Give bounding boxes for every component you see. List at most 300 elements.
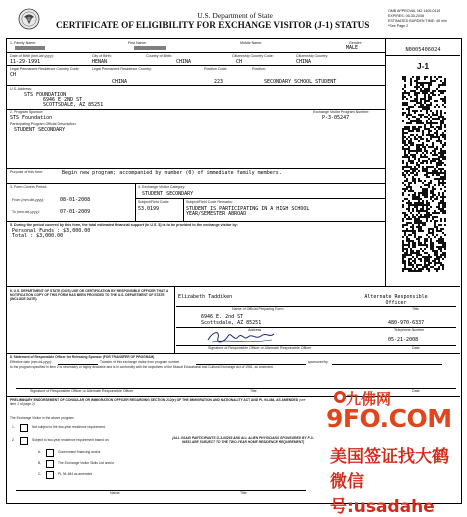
barcode-module bbox=[426, 122, 428, 124]
category-label: 4. Exchange Visitor Category: bbox=[138, 185, 186, 189]
barcode-module bbox=[432, 150, 434, 152]
barcode-module bbox=[422, 190, 424, 192]
family-name-label: 1. Family Name: bbox=[10, 41, 37, 45]
barcode-module bbox=[410, 240, 412, 242]
barcode-module bbox=[442, 254, 444, 256]
barcode-module bbox=[416, 122, 418, 124]
omb-line: OMB APPROVAL NO.1405-0119 bbox=[388, 9, 441, 13]
barcode-module bbox=[418, 106, 420, 108]
barcode-module bbox=[410, 166, 412, 168]
barcode-module bbox=[444, 138, 446, 140]
barcode-module bbox=[414, 258, 416, 260]
to-value: 07-01-2009 bbox=[60, 209, 91, 215]
barcode-module bbox=[444, 174, 446, 176]
barcode-module bbox=[410, 142, 412, 144]
barcode-module bbox=[426, 162, 428, 164]
barcode-module bbox=[436, 226, 438, 228]
barcode-module bbox=[416, 128, 418, 130]
barcode-module bbox=[432, 260, 434, 262]
barcode-module bbox=[408, 258, 410, 260]
barcode-module bbox=[438, 152, 440, 154]
barcode-module bbox=[406, 132, 408, 134]
barcode-module bbox=[440, 112, 442, 114]
barcode-module bbox=[418, 204, 420, 206]
barcode-module bbox=[440, 162, 442, 164]
barcode-module bbox=[444, 186, 446, 188]
option-c-checkbox[interactable] bbox=[46, 471, 54, 479]
barcode-module bbox=[428, 184, 430, 186]
barcode-module bbox=[416, 100, 418, 102]
barcode-module bbox=[414, 170, 416, 172]
barcode-module bbox=[414, 100, 416, 102]
barcode-module bbox=[420, 268, 422, 270]
barcode-module bbox=[424, 124, 426, 126]
barcode-module bbox=[426, 110, 428, 112]
barcode-module bbox=[438, 84, 440, 86]
barcode-module bbox=[424, 256, 426, 258]
barcode-module bbox=[436, 100, 438, 102]
barcode-module bbox=[416, 78, 418, 80]
barcode-module bbox=[428, 82, 430, 84]
barcode-module bbox=[412, 208, 414, 210]
barcode-module bbox=[440, 248, 442, 250]
barcode-module bbox=[412, 76, 414, 78]
barcode-module bbox=[432, 244, 434, 246]
barcode-module bbox=[420, 258, 422, 260]
endorsement-title-caption: Title bbox=[240, 491, 247, 495]
barcode-module bbox=[444, 212, 446, 214]
barcode-module bbox=[440, 250, 442, 252]
barcode-module bbox=[444, 82, 446, 84]
omb-line: EXPIRES: 06-30-2008 bbox=[388, 14, 424, 18]
barcode-module bbox=[442, 238, 444, 240]
barcode-module bbox=[432, 218, 434, 220]
barcode-module bbox=[414, 222, 416, 224]
barcode-module bbox=[420, 198, 422, 200]
usaid-note: (ALL USAID PARTICIPANTS G-3-00263 AND ALL ALIEN PHYSICIANS SPONSORED BY P-3-04531 ARE SUBJECT TO THE TWO-YEAR HOME RESIDENCE REQUIREMENT) bbox=[172, 436, 314, 444]
barcode-module bbox=[412, 100, 414, 102]
state-seal bbox=[18, 8, 40, 30]
barcode-module bbox=[442, 232, 444, 234]
barcode-module bbox=[424, 102, 426, 104]
option-b-text: The Exchange Visitor Skills List and/or bbox=[58, 461, 115, 465]
barcode-module bbox=[430, 78, 432, 80]
barcode-module bbox=[434, 236, 436, 238]
barcode-module bbox=[422, 130, 424, 132]
rule bbox=[6, 221, 385, 222]
family-name-redaction bbox=[15, 46, 45, 50]
transfer-date-caption: Date bbox=[412, 389, 420, 393]
barcode-module bbox=[434, 94, 436, 96]
option-a-checkbox[interactable] bbox=[46, 449, 54, 457]
watermark-line-2: 微信号:usadahe bbox=[330, 472, 435, 517]
barcode-module bbox=[444, 176, 446, 178]
barcode-module bbox=[404, 166, 406, 168]
barcode-module bbox=[436, 212, 438, 214]
barcode-module bbox=[444, 126, 446, 128]
barcode-module bbox=[430, 196, 432, 198]
barcode-module bbox=[424, 196, 426, 198]
barcode-module bbox=[422, 168, 424, 170]
barcode-module bbox=[412, 142, 414, 144]
barcode-module bbox=[440, 156, 442, 158]
barcode-module bbox=[428, 216, 430, 218]
barcode-module bbox=[444, 102, 446, 104]
barcode-module bbox=[422, 114, 424, 116]
barcode-module bbox=[402, 230, 404, 232]
barcode-module bbox=[410, 186, 412, 188]
barcode-module bbox=[408, 160, 410, 162]
barcode-module bbox=[412, 130, 414, 132]
barcode-module bbox=[402, 78, 404, 80]
barcode-module bbox=[422, 138, 424, 140]
transfer-statement-label: 8. Statement of Responsible Officer for Releasing Sponsor (FOR TRANSFER OF PROGRAM) bbox=[10, 355, 155, 359]
barcode-module bbox=[428, 186, 430, 188]
barcode-module bbox=[426, 246, 428, 248]
barcode-module bbox=[414, 242, 416, 244]
barcode-module bbox=[432, 158, 434, 160]
barcode-module bbox=[414, 126, 416, 128]
barcode-module bbox=[410, 250, 412, 252]
barcode-module bbox=[424, 116, 426, 118]
barcode-module bbox=[426, 112, 428, 114]
barcode-module bbox=[410, 190, 412, 192]
barcode-module bbox=[428, 84, 430, 86]
barcode-module bbox=[402, 98, 404, 100]
barcode-module bbox=[416, 206, 418, 208]
barcode-module bbox=[420, 254, 422, 256]
watermark-site-cn: 九佛网 bbox=[346, 390, 392, 408]
barcode-module bbox=[414, 168, 416, 170]
barcode-module bbox=[402, 254, 404, 256]
barcode-module bbox=[410, 138, 412, 140]
barcode-module bbox=[412, 176, 414, 178]
barcode-module bbox=[440, 176, 442, 178]
barcode-module bbox=[418, 86, 420, 88]
barcode-module bbox=[410, 252, 412, 254]
barcode-module bbox=[430, 198, 432, 200]
barcode-module bbox=[424, 260, 426, 262]
barcode-module bbox=[440, 170, 442, 172]
barcode-module bbox=[428, 122, 430, 124]
barcode-module bbox=[408, 206, 410, 208]
barcode-module bbox=[438, 162, 440, 164]
barcode-module bbox=[440, 182, 442, 184]
barcode-module bbox=[444, 190, 446, 192]
barcode-module bbox=[424, 252, 426, 254]
option-2-text: Subject to two-year residence requirement based on: bbox=[32, 438, 110, 442]
barcode-module bbox=[444, 130, 446, 132]
barcode-module bbox=[416, 146, 418, 148]
barcode-module bbox=[442, 132, 444, 134]
officer-title: Alternate Responsible Officer bbox=[364, 294, 428, 306]
barcode-module bbox=[418, 120, 420, 122]
barcode-module bbox=[434, 264, 436, 266]
barcode-module bbox=[418, 236, 420, 238]
barcode-module bbox=[422, 106, 424, 108]
barcode-module bbox=[430, 190, 432, 192]
barcode-module bbox=[442, 90, 444, 92]
option-1-checkbox[interactable] bbox=[20, 424, 28, 432]
barcode-module bbox=[426, 216, 428, 218]
barcode-module bbox=[426, 238, 428, 240]
citizenship-value: CHINA bbox=[296, 59, 312, 65]
barcode-module bbox=[440, 98, 442, 100]
barcode-module bbox=[426, 264, 428, 266]
barcode-module bbox=[416, 86, 418, 88]
barcode-module bbox=[420, 220, 422, 222]
barcode-module bbox=[412, 128, 414, 130]
barcode-module bbox=[426, 212, 428, 214]
barcode-module bbox=[406, 268, 408, 270]
citizenship-label: Citizenship Country: bbox=[296, 54, 329, 58]
barcode-module bbox=[420, 210, 422, 212]
barcode-module bbox=[430, 110, 432, 112]
barcode-module bbox=[436, 268, 438, 270]
barcode-module bbox=[424, 190, 426, 192]
barcode-module bbox=[440, 122, 442, 124]
to-label bbox=[12, 210, 40, 214]
barcode-module bbox=[414, 98, 416, 100]
barcode-module bbox=[430, 104, 432, 106]
barcode-module bbox=[442, 84, 444, 86]
barcode-module bbox=[406, 224, 408, 226]
barcode-module bbox=[412, 126, 414, 128]
barcode-module bbox=[432, 174, 434, 176]
barcode-module bbox=[444, 220, 446, 222]
barcode-module bbox=[420, 230, 422, 232]
barcode-module bbox=[438, 136, 440, 138]
barcode-module bbox=[440, 76, 442, 78]
barcode-module bbox=[416, 226, 418, 228]
barcode-module bbox=[424, 244, 426, 246]
barcode-module bbox=[412, 224, 414, 226]
barcode-module bbox=[408, 234, 410, 236]
side-divider bbox=[385, 38, 386, 286]
barcode-module bbox=[402, 112, 404, 114]
barcode-module bbox=[412, 216, 414, 218]
barcode-module bbox=[422, 146, 424, 148]
subject-code-value: 53.0199 bbox=[138, 206, 160, 212]
barcode-module bbox=[402, 88, 404, 90]
barcode-module bbox=[438, 262, 440, 264]
option-b-checkbox[interactable] bbox=[46, 460, 54, 468]
barcode-module bbox=[408, 204, 410, 206]
barcode-module bbox=[412, 116, 414, 118]
barcode-module bbox=[414, 120, 416, 122]
barcode-module bbox=[408, 254, 410, 256]
barcode-module bbox=[428, 132, 430, 134]
barcode-module bbox=[432, 134, 434, 136]
barcode-module bbox=[438, 180, 440, 182]
barcode-module bbox=[416, 210, 418, 212]
barcode-module bbox=[442, 264, 444, 266]
barcode-module bbox=[416, 222, 418, 224]
barcode-module bbox=[402, 248, 404, 250]
barcode-module bbox=[424, 222, 426, 224]
barcode-module bbox=[412, 160, 414, 162]
barcode-module bbox=[438, 138, 440, 140]
barcode-module bbox=[434, 160, 436, 162]
barcode-module bbox=[424, 180, 426, 182]
barcode-module bbox=[414, 194, 416, 196]
barcode-module bbox=[420, 154, 422, 156]
barcode-module bbox=[416, 76, 418, 78]
barcode-module bbox=[444, 246, 446, 248]
barcode-module bbox=[430, 220, 432, 222]
barcode-module bbox=[402, 120, 404, 122]
barcode-module bbox=[412, 154, 414, 156]
gender-value: MALE bbox=[346, 45, 359, 51]
barcode-module bbox=[434, 260, 436, 262]
barcode-module bbox=[410, 258, 412, 260]
barcode-module bbox=[408, 140, 410, 142]
barcode-module bbox=[418, 136, 420, 138]
barcode-module bbox=[438, 106, 440, 108]
barcode-module bbox=[444, 254, 446, 256]
barcode-module bbox=[408, 240, 410, 242]
barcode-module bbox=[438, 94, 440, 96]
barcode-module bbox=[420, 88, 422, 90]
barcode-module bbox=[416, 150, 418, 152]
barcode-module bbox=[416, 92, 418, 94]
barcode-module bbox=[404, 266, 406, 268]
barcode-module bbox=[412, 180, 414, 182]
barcode-module bbox=[432, 234, 434, 236]
omb-line: *See Page 2 bbox=[388, 24, 409, 28]
barcode-module bbox=[402, 236, 404, 238]
barcode-module bbox=[412, 162, 414, 164]
barcode-module bbox=[424, 146, 426, 148]
to-format: (mm-dd-yyyy): bbox=[16, 210, 40, 214]
first-name-redaction bbox=[134, 46, 166, 50]
barcode-module bbox=[420, 90, 422, 92]
barcode-module bbox=[424, 150, 426, 152]
barcode-module bbox=[424, 210, 426, 212]
barcode-module bbox=[408, 194, 410, 196]
barcode-module bbox=[410, 222, 412, 224]
barcode-module bbox=[428, 166, 430, 168]
barcode-module bbox=[426, 204, 428, 206]
barcode-module bbox=[422, 182, 424, 184]
barcode-module bbox=[412, 204, 414, 206]
barcode-module bbox=[430, 98, 432, 100]
barcode-module bbox=[408, 122, 410, 124]
barcode-module bbox=[438, 76, 440, 78]
barcode-module bbox=[416, 266, 418, 268]
barcode-module bbox=[444, 178, 446, 180]
barcode-module bbox=[412, 106, 414, 108]
endorsement-label bbox=[10, 398, 310, 406]
barcode-module bbox=[420, 202, 422, 204]
barcode-module bbox=[436, 252, 438, 254]
barcode-module bbox=[424, 194, 426, 196]
barcode-module bbox=[432, 166, 434, 168]
barcode-module bbox=[434, 188, 436, 190]
barcode-module bbox=[414, 234, 416, 236]
barcode-module bbox=[408, 94, 410, 96]
dob-label bbox=[10, 54, 54, 58]
barcode-module bbox=[440, 254, 442, 256]
barcode-module bbox=[444, 96, 446, 98]
middle-name-label: Middle Name: bbox=[240, 41, 263, 45]
barcode-module bbox=[432, 154, 434, 156]
barcode-module bbox=[420, 244, 422, 246]
barcode-module bbox=[428, 228, 430, 230]
barcode-module bbox=[428, 208, 430, 210]
dob-label-text: Date of Birth bbox=[10, 54, 30, 58]
barcode-module bbox=[440, 168, 442, 170]
barcode-module bbox=[444, 84, 446, 86]
barcode-module bbox=[430, 122, 432, 124]
barcode-module bbox=[436, 170, 438, 172]
barcode-module bbox=[420, 126, 422, 128]
barcode-module bbox=[424, 204, 426, 206]
barcode-module bbox=[410, 188, 412, 190]
barcode-module bbox=[420, 216, 422, 218]
barcode-module bbox=[434, 132, 436, 134]
barcode-module bbox=[408, 230, 410, 232]
barcode-module bbox=[422, 144, 424, 146]
barcode-module bbox=[408, 106, 410, 108]
barcode-module bbox=[410, 262, 412, 264]
barcode-module bbox=[426, 256, 428, 258]
barcode-module bbox=[402, 258, 404, 260]
us-address-label: U.S. Address: bbox=[10, 87, 32, 91]
barcode-module bbox=[404, 144, 406, 146]
barcode-module bbox=[432, 190, 434, 192]
barcode-module bbox=[432, 230, 434, 232]
barcode-module bbox=[416, 256, 418, 258]
barcode-module bbox=[428, 214, 430, 216]
barcode-module bbox=[438, 240, 440, 242]
barcode-module bbox=[428, 256, 430, 258]
barcode-module bbox=[444, 142, 446, 144]
barcode-module bbox=[438, 192, 440, 194]
barcode-module bbox=[444, 144, 446, 146]
lpr-code-value: CH bbox=[10, 72, 17, 78]
barcode-module bbox=[412, 260, 414, 262]
barcode-module bbox=[424, 216, 426, 218]
barcode-module bbox=[418, 158, 420, 160]
barcode-module bbox=[436, 104, 438, 106]
barcode-module bbox=[422, 192, 424, 194]
barcode-module bbox=[430, 248, 432, 250]
barcode-module bbox=[402, 174, 404, 176]
barcode-module bbox=[440, 262, 442, 264]
barcode-module bbox=[412, 150, 414, 152]
barcode-module bbox=[442, 172, 444, 174]
barcode-module bbox=[426, 104, 428, 106]
barcode-module bbox=[432, 232, 434, 234]
option-2-checkbox[interactable] bbox=[20, 437, 28, 445]
barcode-module bbox=[442, 122, 444, 124]
barcode-module bbox=[408, 222, 410, 224]
barcode-module bbox=[438, 260, 440, 262]
barcode-module bbox=[418, 228, 420, 230]
barcode-module bbox=[432, 188, 434, 190]
barcode-module bbox=[410, 122, 412, 124]
barcode-module bbox=[428, 140, 430, 142]
barcode-module bbox=[440, 140, 442, 142]
barcode-module bbox=[436, 174, 438, 176]
barcode-module bbox=[436, 240, 438, 242]
barcode-module bbox=[430, 228, 432, 230]
barcode-module bbox=[436, 132, 438, 134]
barcode-module bbox=[418, 92, 420, 94]
barcode-module bbox=[428, 128, 430, 130]
barcode-module bbox=[434, 216, 436, 218]
